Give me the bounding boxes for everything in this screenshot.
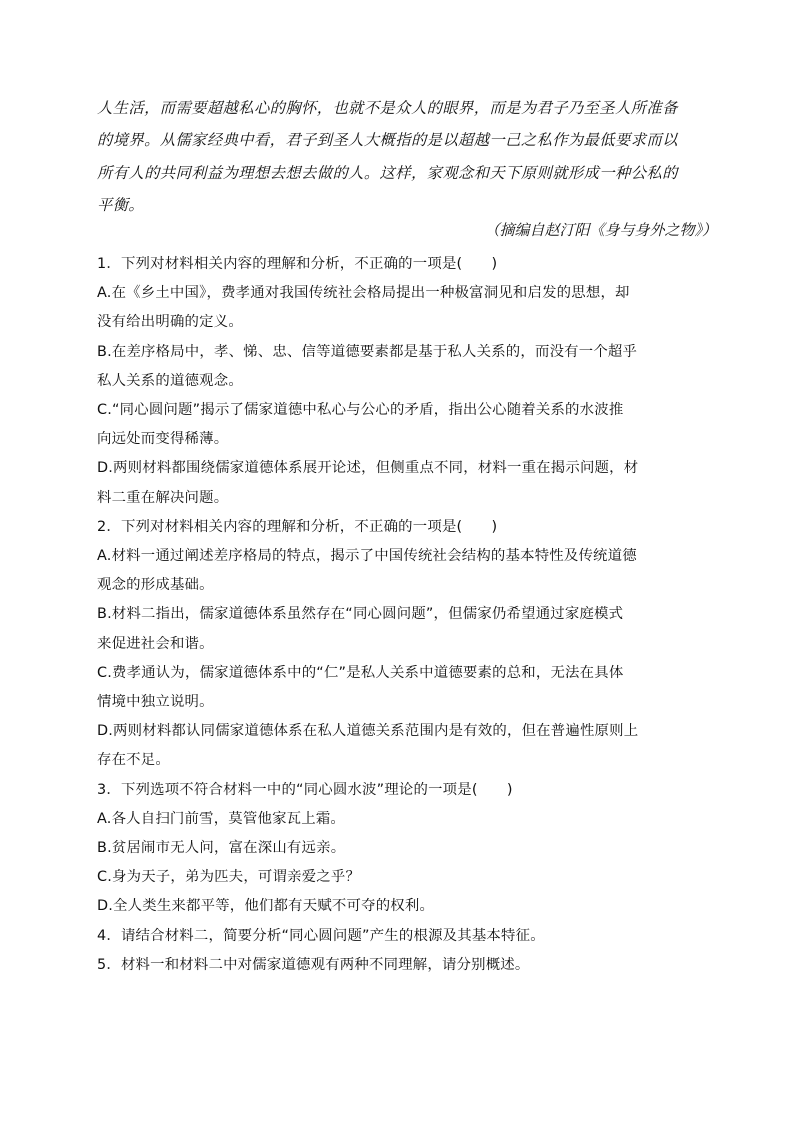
option-c-line-1: C.费孝通认为，儒家道德体系中的“仁”是私人关系中道德要素的总和，无法在具体 <box>97 664 624 681</box>
option-b: B.贫居闹市无人问，富在深山有远亲。 <box>97 840 346 857</box>
option-c: C.身为天子，弟为匹夫，可谓亲爱之乎？ <box>97 869 361 886</box>
option-c-line-2: 情境中独立说明。 <box>97 694 214 711</box>
passage-line: 人生活，而需要超越私心的胸怀，也就不是众人的眼界，而是为君子乃至圣人所准备 <box>97 99 678 117</box>
question-stem: 2．下列对材料相关内容的理解和分析，不正确的一项是( ) <box>97 518 498 535</box>
passage-source: （摘编自赵汀阳《身与身外之物》） <box>484 221 717 239</box>
option-d: D.全人类生来都平等，他们都有天赋不可夺的权利。 <box>97 898 435 915</box>
question-5 <box>97 951 717 980</box>
option-d-line-1: D.两则材料都围绕儒家道德体系展开论述，但侧重点不同，材料一重在揭示问题，材 <box>97 460 639 477</box>
option-b-line-1: B.在差序格局中，孝、悌、忠、信等道德要素都是基于私人关系的，而没有一个超乎 <box>97 343 638 360</box>
question-4 <box>97 922 717 951</box>
question-stem: 1．下列对材料相关内容的理解和分析，不正确的一项是( ) <box>97 256 498 272</box>
option-d-line-2: 存在不足。 <box>97 752 170 769</box>
question-3 <box>97 776 717 922</box>
passage-line: 的境界。从儒家经典中看，君子到圣人大概指的是以超越一己之私作为最低要求而以 <box>97 131 678 150</box>
passage-line: 所有人的共同利益为理想去想去做的人。这样，家观念和天下原则就形成一种公私的 <box>97 163 678 182</box>
option-a-line-2: 观念的形成基础。 <box>97 577 214 594</box>
option-c-line-2: 向远处而变得稀薄。 <box>97 431 229 448</box>
option-d-line-1: D.两则材料都认同儒家道德体系在私人道德关系范围内是有效的，但在普遍性原则上 <box>97 723 639 740</box>
question-1 <box>97 250 717 513</box>
option-b-line-1: B.材料二指出，儒家道德体系虽然存在“同心圆问题”，但儒家仍希望通过家庭模式 <box>97 606 624 623</box>
question-list <box>97 250 717 980</box>
option-a-line-1: A.材料一通过阐述差序格局的特点，揭示了中国传统社会结构的基本特性及传统道德 <box>97 548 637 565</box>
passage-text <box>97 92 717 221</box>
option-a: A.各人自扫门前雪，莫管他家瓦上霜。 <box>97 810 346 827</box>
option-a-line-1: A.在《乡土中国》，费孝通对我国传统社会格局提出一种极富洞见和启发的思想，却 <box>97 285 630 302</box>
question-stem: 5．材料一和材料二中对儒家道德观有两种不同理解，请分别概述。 <box>97 956 530 973</box>
option-d-line-2: 料二重在解决问题。 <box>97 489 229 506</box>
option-b-line-2: 来促进社会和谐。 <box>97 635 214 652</box>
question-2 <box>97 513 717 776</box>
option-b-line-2: 私人关系的道德观念。 <box>97 372 243 389</box>
question-stem: 3．下列选项不符合材料一中的“同心圆水波”理论的一项是( ) <box>97 781 513 798</box>
question-stem: 4．请结合材料二，简要分析“同心圆问题”产生的根源及其基本特征。 <box>97 927 545 944</box>
option-a-line-2: 没有给出明确的定义。 <box>97 314 243 331</box>
option-c-line-1: C.“同心圆问题”揭示了儒家道德中私心与公心的矛盾，指出公心随着关系的水波推 <box>97 402 624 419</box>
passage-line: 平衡。 <box>97 195 145 214</box>
